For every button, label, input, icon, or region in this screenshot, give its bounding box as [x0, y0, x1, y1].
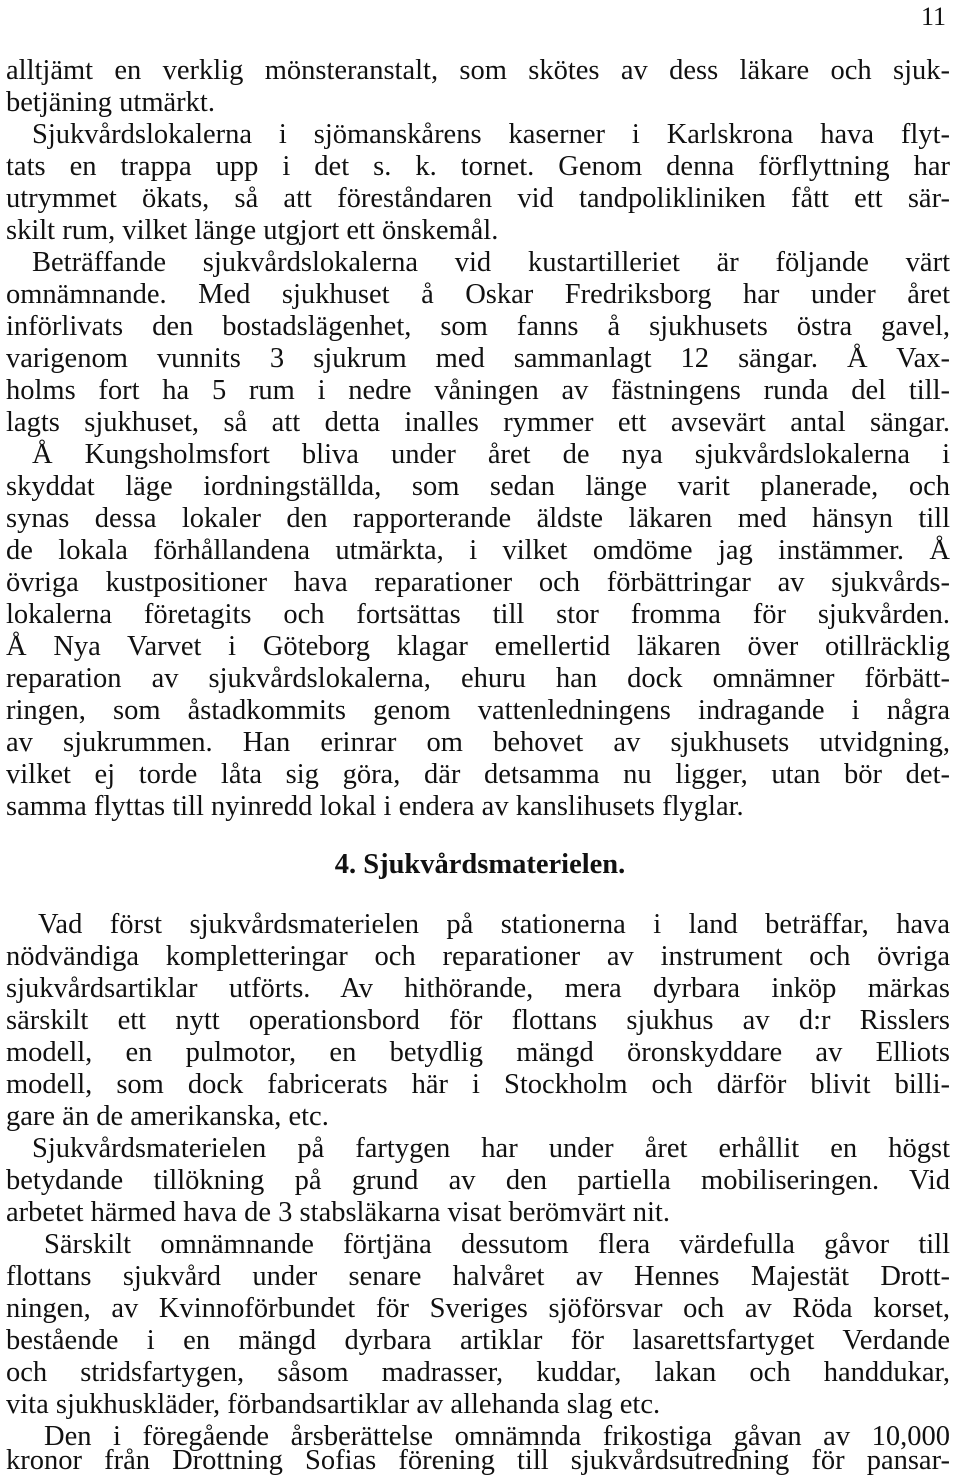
- text-line: betydande tillökning på grund av den partiella mobiliseringen. Vid: [6, 1165, 950, 1196]
- text-line: alltjämt en verklig mönsteranstalt, som skötes av dess läkare och sjuk-: [6, 55, 950, 86]
- text-line: införlivats den bostadslägenhet, som fanns å sjukhusets östra gavel,: [6, 311, 950, 342]
- text-line: utrymmet ökats, så att föreståndaren vid tandpolikliniken fått ett sär-: [6, 183, 950, 214]
- text-line: Sjukvårdslokalerna i sjömanskårens kaserner i Karlskrona hava flyt-: [32, 119, 950, 150]
- text-line: tats en trappa upp i det s. k. tornet. Genom denna förflyttning har: [6, 151, 950, 182]
- page-number: 11: [920, 2, 946, 31]
- text-line: flottans sjukvård under senare halvåret av Hennes Majestät Drott-: [6, 1261, 950, 1292]
- text-line: kronor från Drottning Sofias förening till sjukvårdsutredning för pansar-: [6, 1445, 950, 1476]
- text-line: synas dessa lokaler den rapporterande äldste läkaren med hänsyn till: [6, 503, 950, 534]
- text-line: holms fort ha 5 rum i nedre våningen av fästningens runda del till-: [6, 375, 950, 406]
- text-line: reparation av sjukvårdslokalerna, ehuru han dock omnämner förbätt-: [6, 663, 950, 694]
- text-line: skilt rum, vilket länge utgjort ett önskemål.: [6, 215, 499, 246]
- text-line: Vad först sjukvårdsmaterielen på stationerna i land beträffar, hava: [38, 909, 950, 940]
- text-line: samma flyttas till nyinredd lokal i endera av kanslihusets flyglar.: [6, 791, 744, 822]
- text-line: betjäning utmärkt.: [6, 87, 215, 118]
- text-line: Å Nya Varvet i Göteborg klagar emellertid läkaren över otillräcklig: [6, 631, 950, 662]
- text-line: sjukvårdsartiklar utförts. Av hithörande, mera dyrbara inköp märkas: [6, 973, 950, 1004]
- text-line: av sjukrummen. Han erinrar om behovet av sjukhusets utvidgning,: [6, 727, 950, 758]
- text-line: omnämnande. Med sjukhuset å Oskar Fredriksborg har under året: [6, 279, 950, 310]
- text-line: lagts sjukhuset, så att detta inalles rymmer ett avsevärt antal sängar.: [6, 407, 950, 438]
- text-line: Sjukvårdsmaterielen på fartygen har under året erhållit en högst: [32, 1133, 950, 1164]
- text-line: Särskilt omnämnande förtjäna dessutom flera värdefulla gåvor till: [44, 1229, 950, 1260]
- text-line: Den i föregående årsberättelse omnämnda frikostiga gåvan av 10,000: [44, 1421, 950, 1452]
- text-line: bestående i en mängd dyrbara artiklar för lasarettsfartyget Verdande: [6, 1325, 950, 1356]
- text-line: modell, en pulmotor, en betydlig mängd öronskyddare av Elliots: [6, 1037, 950, 1068]
- section-heading: 4. Sjukvårdsmaterielen.: [334, 849, 626, 880]
- text-line: gare än de amerikanska, etc.: [6, 1101, 329, 1132]
- text-line: vita sjukhuskläder, förbandsartiklar av allehanda slag etc.: [6, 1389, 661, 1420]
- text-line: och stridsfartygen, såsom madrasser, kuddar, lakan och handdukar,: [6, 1357, 950, 1388]
- text-line: skyddat läge iordningställda, som sedan länge varit planerade, och: [6, 471, 950, 502]
- text-line: ringen, som åstadkommits genom vattenledningens indragande i några: [6, 695, 950, 726]
- text-line: ningen, av Kvinnoförbundet för Sveriges sjöförsvar och av Röda korset,: [6, 1293, 950, 1324]
- text-line: övriga kustpositioner hava reparationer och förbättringar av sjukvårds-: [6, 567, 950, 598]
- text-line: Å Kungsholmsfort bliva under året de nya sjukvårdslokalerna i: [32, 439, 950, 470]
- text-line: Beträffande sjukvårdslokalerna vid kustartilleriet är följande värt: [32, 247, 950, 278]
- text-line: modell, som dock fabricerats här i Stockholm och därför blivit billi-: [6, 1069, 950, 1100]
- text-line: arbetet härmed hava de 3 stabsläkarna visat berömvärt nit.: [6, 1197, 670, 1228]
- text-line: lokalerna företagits och fortsättas till stor fromma för sjukvården.: [6, 599, 950, 630]
- text-line: särskilt ett nytt operationsbord för flottans sjukhus av d:r Risslers: [6, 1005, 950, 1036]
- text-line: nödvändiga kompletteringar och reparationer av instrument och övriga: [6, 941, 950, 972]
- text-line: de lokala förhållandena utmärkta, i vilket omdöme jag instämmer. Å: [6, 535, 950, 566]
- text-line: vilket ej torde låta sig göra, där detsamma nu ligger, utan bör det-: [6, 759, 950, 790]
- text-line: varigenom vunnits 3 sjukrum med sammanlagt 12 sängar. Å Vax-: [6, 343, 950, 374]
